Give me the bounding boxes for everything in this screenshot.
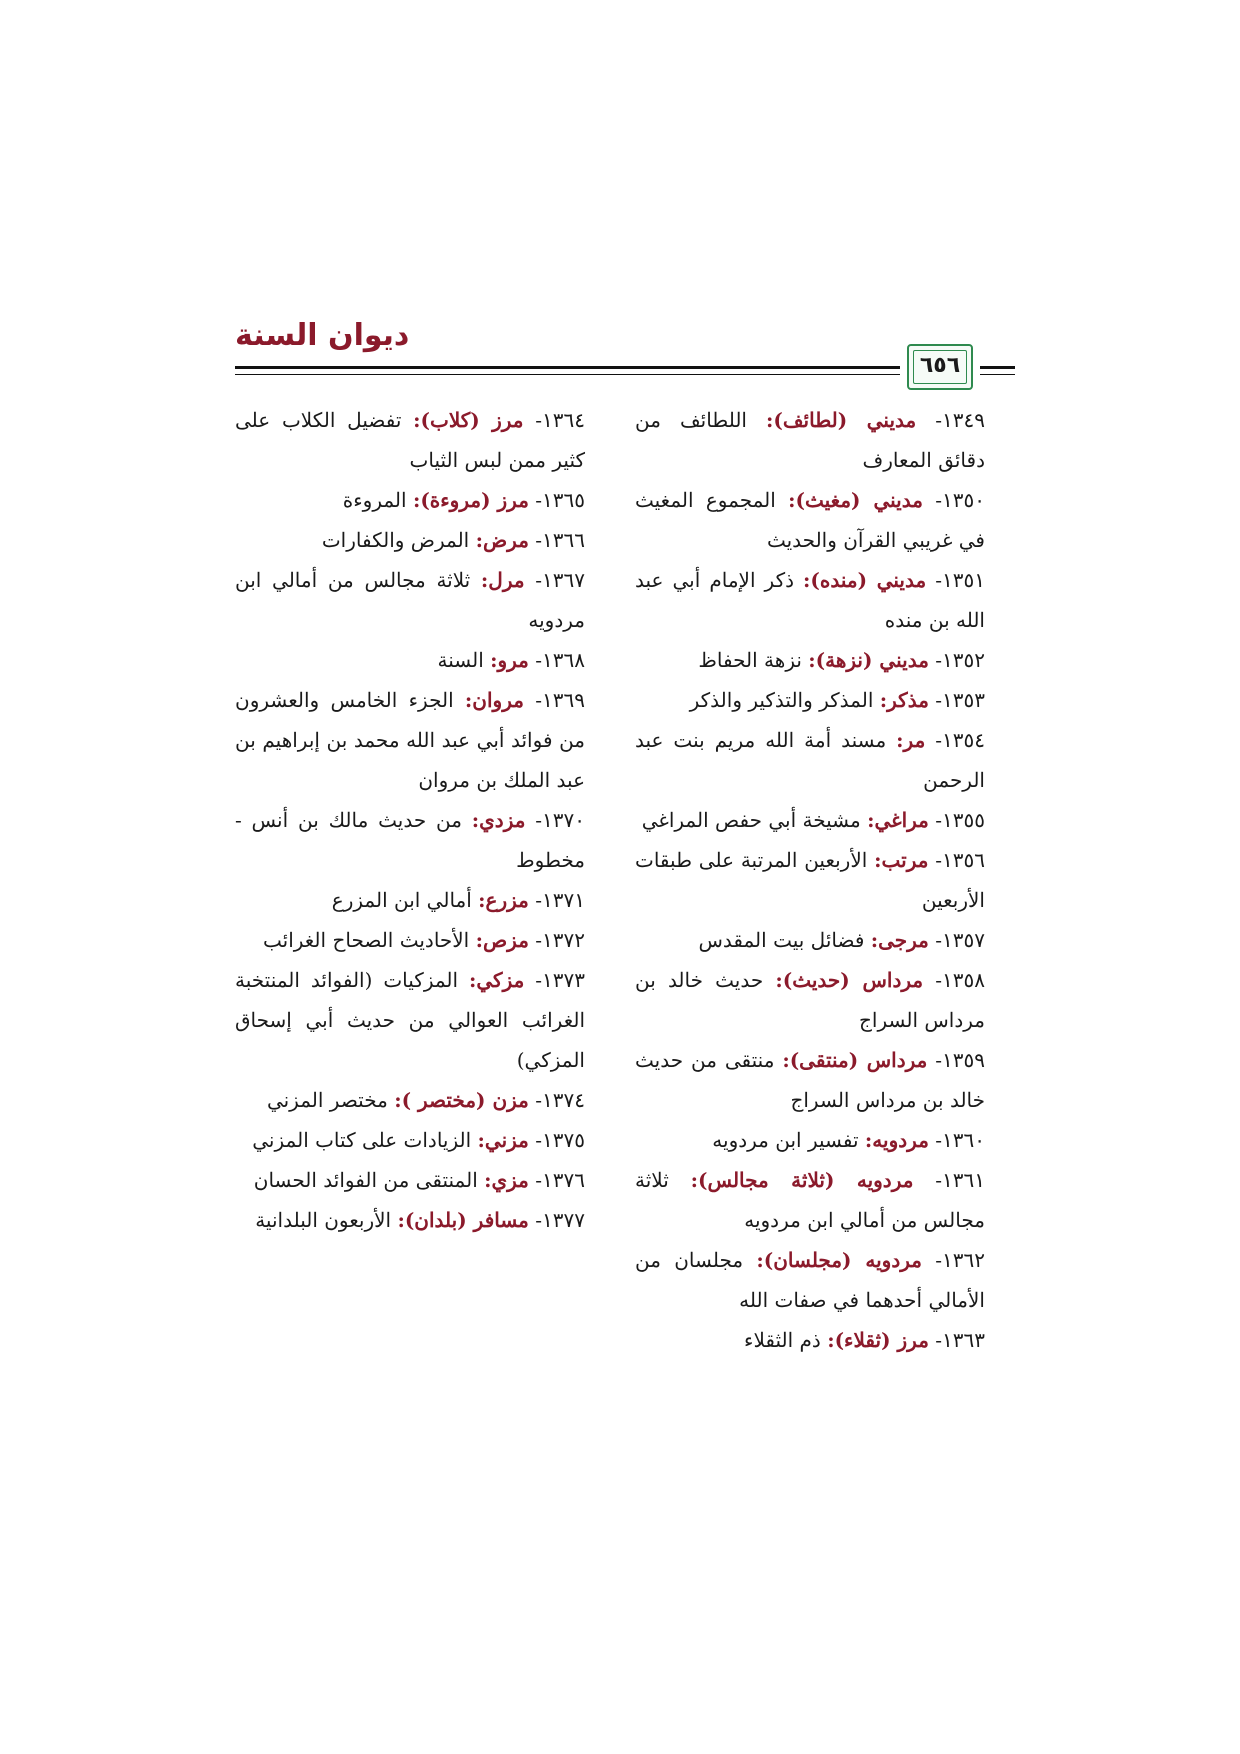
entry-keyword: مزني: [477, 1128, 529, 1152]
entry-title: أمالي ابن المزرع [331, 888, 479, 912]
entry-keyword: مرز (مروءة): [412, 488, 529, 512]
index-entry [635, 1120, 985, 1160]
entry-number: ١٣٧١- [528, 888, 585, 912]
entry-number: ١٣٦٩- [523, 688, 585, 712]
index-entry [635, 920, 985, 960]
header-rule-thin [235, 374, 900, 375]
entry-number: ١٣٥٧- [928, 928, 985, 952]
entry-title: المنتقى من الفوائد الحسان [253, 1168, 485, 1192]
index-entry [635, 800, 985, 840]
entry-number: ١٣٥٠- [922, 488, 985, 512]
index-entry [235, 880, 585, 920]
entry-keyword: مديني (نزهة): [808, 648, 929, 672]
entry-title: الزيادات على كتاب المزني [252, 1128, 478, 1152]
entry-title: نزهة الحفاظ [698, 648, 809, 672]
entry-keyword: مروان: [464, 688, 524, 712]
entry-title: مختصر المزني [266, 1088, 395, 1112]
entry-number: ١٣٥٨- [923, 968, 985, 992]
entry-keyword: مرز (كلاب): [413, 408, 524, 432]
entry-number: ١٣٦٥- [528, 488, 585, 512]
entry-number: ١٣٦٨- [528, 648, 585, 672]
entry-number: ١٣٧٠- [525, 808, 585, 832]
entry-title: مسند أمة الله مريم بنت عبد الرحمن [635, 728, 985, 792]
entry-number: ١٣٧٤- [528, 1088, 585, 1112]
entry-title: المرض والكفارات [321, 528, 476, 552]
index-entry [235, 800, 585, 880]
index-entry [635, 480, 985, 560]
entry-keyword: مرل: [480, 568, 525, 592]
entry-number: ١٣٦٣- [928, 1328, 985, 1352]
entry-title: تفضيل الكلاب على كثير ممن لبس الثياب [235, 408, 585, 472]
index-entry [235, 1160, 585, 1200]
page-number: ٦٥٦ [919, 353, 961, 378]
index-entry [635, 1240, 985, 1320]
entry-keyword: مرز (ثقلاء): [827, 1328, 929, 1352]
entry-title: من حديث مالك بن أنس - مخطوط [235, 808, 585, 872]
entry-keyword: مردويه (مجلسان): [756, 1248, 922, 1272]
index-entry [635, 1160, 985, 1240]
entry-number: ١٣٦٢- [922, 1248, 985, 1272]
entry-title: مشيخة أبي حفص المراغي [641, 808, 868, 832]
entry-keyword: مزرع: [478, 888, 529, 912]
entry-number: ١٣٧٣- [524, 968, 585, 992]
entry-title: الأربعون البلدانية [255, 1208, 398, 1232]
index-entry [635, 960, 985, 1040]
entry-title: ذكر الإمام أبي عبد الله بن منده [635, 568, 985, 632]
header-rule-thin-end [980, 374, 1015, 375]
index-entry [635, 640, 985, 680]
index-entry [635, 1040, 985, 1120]
index-entry [235, 520, 585, 560]
entry-keyword: مردويه: [864, 1128, 929, 1152]
entry-number: ١٣٥١- [926, 568, 985, 592]
entry-number: ١٣٦٧- [524, 568, 586, 592]
entry-title: الأحاديث الصحاح الغرائب [262, 928, 476, 952]
header-rule-thick [235, 366, 900, 369]
index-entry [235, 640, 585, 680]
index-entry [635, 680, 985, 720]
entry-title: حديث خالد بن مرداس السراج [635, 968, 985, 1032]
entry-keyword: مزي: [484, 1168, 529, 1192]
entry-number: ١٣٥٩- [927, 1048, 985, 1072]
entry-title: مجلسان من الأمالي أحدهما في صفات الله [635, 1248, 985, 1312]
index-entry [235, 680, 585, 800]
entry-title: المزكيات (الفوائد المنتخبة الغرائب العوالي من حديث أبي إسحاق المزكي) [235, 968, 585, 1072]
entry-number: ١٣٧٢- [528, 928, 585, 952]
entry-keyword: مرتب: [874, 848, 929, 872]
entry-keyword: مديني (مغيث): [788, 488, 923, 512]
entry-keyword: مرض: [475, 528, 529, 552]
entry-number: ١٣٤٩- [916, 408, 985, 432]
index-entry [635, 400, 985, 480]
entry-keyword: مزدي: [471, 808, 526, 832]
entry-keyword: مرو: [490, 648, 529, 672]
index-entry [235, 1200, 585, 1240]
index-entry [235, 480, 585, 520]
entry-title: الأربعين المرتبة على طبقات الأربعين [635, 848, 985, 912]
entry-title: المذكر والتذكير والذكر [689, 688, 880, 712]
index-entry [635, 1320, 985, 1360]
index-entry [235, 560, 585, 640]
entry-title: المجموع المغيث في غريبي القرآن والحديث [635, 488, 985, 552]
entry-title: منتقى من حديث خالد بن مرداس السراج [635, 1048, 985, 1112]
index-entry [235, 1080, 585, 1120]
book-title: ديوان السنة [235, 318, 410, 353]
entry-number: ١٣٦١- [913, 1168, 985, 1192]
entry-keyword: مردويه (ثلاثة مجالس): [690, 1168, 914, 1192]
entry-title: ثلاثة مجالس من أمالي ابن مردويه [635, 1168, 985, 1232]
index-entry [635, 840, 985, 920]
index-entry [635, 560, 985, 640]
index-entry [235, 1120, 585, 1160]
entry-number: ١٣٧٦- [528, 1168, 585, 1192]
entry-keyword: مزص: [475, 928, 529, 952]
entry-number: ١٣٥٦- [928, 848, 985, 872]
index-entry [235, 920, 585, 960]
right-column [635, 400, 985, 1360]
entry-title: تفسير ابن مردويه [712, 1128, 865, 1152]
entry-number: ١٣٧٧- [528, 1208, 585, 1232]
header-rule-thick-end [980, 366, 1015, 369]
entry-title: المروءة [342, 488, 413, 512]
entry-keyword: مسافر (بلدان): [397, 1208, 529, 1232]
entry-number: ١٣٦٦- [528, 528, 585, 552]
index-entry [235, 400, 585, 480]
entry-number: ١٣٧٥- [528, 1128, 585, 1152]
entry-title: السنة [437, 648, 491, 672]
entry-keyword: مزكي: [469, 968, 525, 992]
entry-number: ١٣٥٢- [928, 648, 985, 672]
entry-number: ١٣٥٣- [928, 688, 985, 712]
page-number-frame [907, 344, 973, 390]
entry-number: ١٣٦٤- [523, 408, 585, 432]
entry-keyword: مرداس (حديث): [775, 968, 924, 992]
entry-keyword: مر: [896, 728, 926, 752]
entry-keyword: مرداس (منتقى): [782, 1048, 928, 1072]
entry-title: ذم الثقلاء [744, 1328, 828, 1352]
index-entry [235, 960, 585, 1080]
entry-title: فضائل بيت المقدس [698, 928, 871, 952]
entry-keyword: مذكر: [879, 688, 929, 712]
left-column [235, 400, 585, 1240]
entry-number: ١٣٥٥- [928, 808, 985, 832]
entry-keyword: مديني (منده): [803, 568, 927, 592]
entry-keyword: مزن (مختصر ): [394, 1088, 529, 1112]
entry-number: ١٣٥٤- [925, 728, 985, 752]
page-header [235, 318, 1015, 398]
entry-keyword: مديني (لطائف): [765, 408, 917, 432]
index-entry [635, 720, 985, 800]
entry-title: اللطائف من دقائق المعارف [635, 408, 985, 472]
entry-keyword: مرجى: [870, 928, 929, 952]
entry-title: ثلاثة مجالس من أمالي ابن مردويه [235, 568, 585, 632]
entry-keyword: مراغي: [867, 808, 929, 832]
entry-title: الجزء الخامس والعشرون من فوائد أبي عبد الله محمد بن إبراهيم بن عبد الملك بن مروان [235, 688, 585, 792]
entry-number: ١٣٦٠- [928, 1128, 985, 1152]
